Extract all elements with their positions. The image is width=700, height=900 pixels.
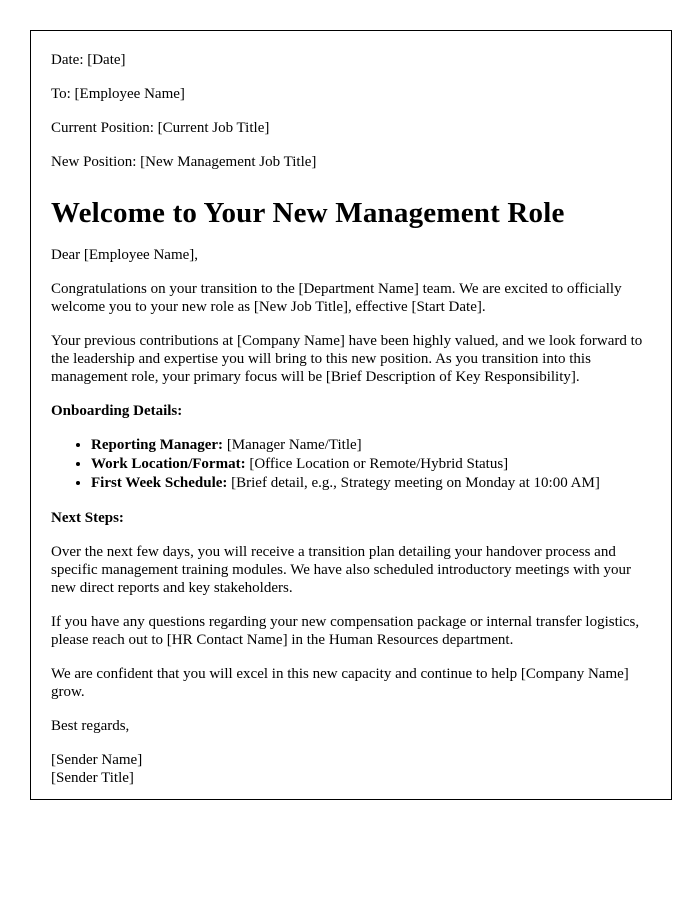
onboarding-list-item xyxy=(91,474,651,493)
sender-name: [Sender Name] xyxy=(51,752,143,768)
bullet-label: Reporting Manager: xyxy=(91,437,224,453)
onboarding-list xyxy=(51,436,651,493)
meta-new-position-line: New Position: [New Management Job Title] xyxy=(51,154,317,170)
bullet-label: Work Location/Format: xyxy=(91,456,246,472)
onboarding-list-item xyxy=(91,455,651,474)
meta-to-line: To: [Employee Name] xyxy=(51,86,185,102)
sender-block xyxy=(51,751,651,787)
paragraph-confidence: We are confident that you will excel in this new capacity and continue to help [Company Name] grow. xyxy=(51,666,629,700)
paragraph-contributions: Your previous contributions at [Company Name] have been highly valued, and we look forward to the leadership and expertise you will bring to this new position. As you transition into this management role, your primary focus will be [Brief Description of Key Responsibility]. xyxy=(51,333,643,385)
onboarding-list-item xyxy=(91,436,651,455)
bullet-value: [Office Location or Remote/Hybrid Status] xyxy=(245,456,509,472)
sender-title: [Sender Title] xyxy=(51,770,134,786)
bullet-value: [Manager Name/Title] xyxy=(223,437,362,453)
paragraph-transition-plan: Over the next few days, you will receive a transition plan detailing your handover process and specific management training modules. We have also scheduled introductory meetings with your new direct reports and key stakeholders. xyxy=(51,544,632,596)
meta-date-line: Date: [Date] xyxy=(51,52,126,68)
paragraph-hr-contact: If you have any questions regarding your new compensation package or internal transfer logistics, please reach out to [HR Contact Name] in the Human Resources department. xyxy=(51,614,640,648)
meta-current-position-line: Current Position: [Current Job Title] xyxy=(51,120,270,136)
closing: Best regards, xyxy=(51,718,130,734)
letter-title: Welcome to Your New Management Role xyxy=(51,197,565,229)
bullet-label: First Week Schedule: xyxy=(91,475,228,491)
onboarding-details-heading: Onboarding Details: xyxy=(51,403,183,419)
paragraph-congratulations: Congratulations on your transition to the [Department Name] team. We are excited to officially welcome you to your new role as [New Job Title], effective [Start Date]. xyxy=(51,281,622,315)
next-steps-heading: Next Steps: xyxy=(51,510,124,526)
salutation: Dear [Employee Name], xyxy=(51,247,199,263)
letter-page xyxy=(30,30,672,800)
bullet-value: [Brief detail, e.g., Strategy meeting on Monday at 10:00 AM] xyxy=(227,475,600,491)
